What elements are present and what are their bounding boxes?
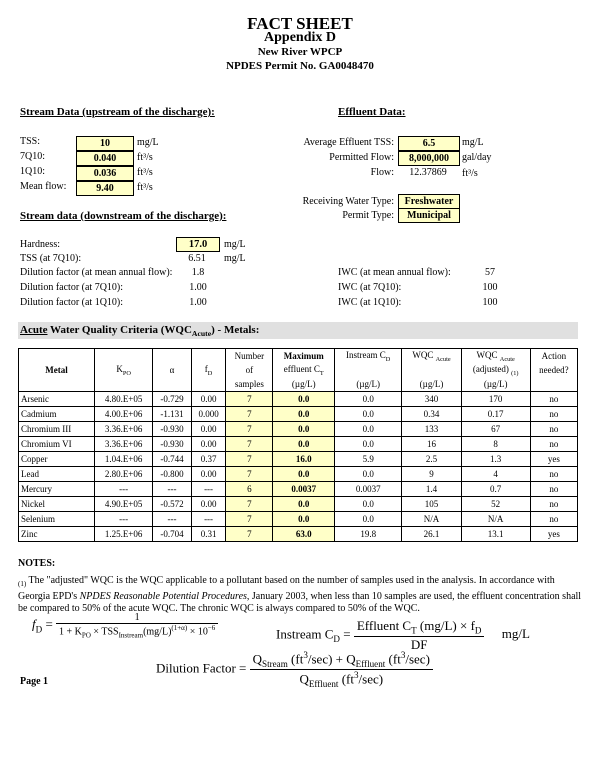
fd-cell: 0.000 bbox=[191, 407, 226, 422]
upstream-meanflow-label: Mean flow: bbox=[20, 181, 67, 192]
max-effluent-cell[interactable]: 16.0 bbox=[273, 452, 335, 467]
alpha-cell: -1.131 bbox=[153, 407, 192, 422]
instream-cell: 0.0037 bbox=[335, 482, 402, 497]
wqc-cell: 9 bbox=[402, 467, 461, 482]
alpha-cell: -0.744 bbox=[153, 452, 192, 467]
col-fd: $f_D$ bbox=[191, 349, 226, 392]
col-adj-3: (µg/L) bbox=[461, 377, 530, 392]
kpo-cell: 2.80.E+06 bbox=[95, 467, 153, 482]
upstream-meanflow-unit: ft³/s bbox=[137, 182, 153, 193]
alpha-cell: -0.572 bbox=[153, 497, 192, 512]
wqc-cell: 1.4 bbox=[402, 482, 461, 497]
fd-cell: 0.37 bbox=[191, 452, 226, 467]
col-adj-1: WQC $_{Acute}$ bbox=[461, 349, 530, 364]
samples-cell[interactable]: 7 bbox=[226, 527, 273, 542]
hardness-value[interactable]: 17.0 bbox=[176, 237, 220, 252]
dilution-mean-label: Dilution factor (at mean annual flow): bbox=[20, 267, 173, 278]
effluent-tss-label: Average Effluent TSS: bbox=[303, 137, 394, 148]
table-row bbox=[19, 422, 578, 437]
alpha-cell: -0.930 bbox=[153, 437, 192, 452]
wqc-adjusted-cell: N/A bbox=[461, 512, 530, 527]
iwc-mean-value: 57 bbox=[485, 267, 495, 278]
metal-cell: Copper bbox=[19, 452, 95, 467]
max-effluent-cell[interactable]: 63.0 bbox=[273, 527, 335, 542]
wqc-cell: 2.5 bbox=[402, 452, 461, 467]
page-number: Page 1 bbox=[20, 676, 49, 687]
samples-cell[interactable]: 7 bbox=[226, 497, 273, 512]
instream-cell: 0.0 bbox=[335, 407, 402, 422]
effluent-permitted-flow-unit: gal/day bbox=[462, 152, 492, 163]
action-cell: no bbox=[530, 437, 577, 452]
col-action-1: Action bbox=[530, 349, 577, 364]
wqc-adjusted-cell: 67 bbox=[461, 422, 530, 437]
col-instream-1: Instream $C_D$ bbox=[335, 349, 402, 364]
facility-name: New River WPCP bbox=[257, 46, 343, 58]
fd-cell: 0.00 bbox=[191, 497, 226, 512]
action-cell: no bbox=[530, 512, 577, 527]
effluent-tss-value[interactable]: 6.5 bbox=[398, 136, 460, 151]
kpo-cell: 1.04.E+06 bbox=[95, 452, 153, 467]
samples-cell[interactable]: 7 bbox=[226, 452, 273, 467]
dilution-equation: Dilution Factor = $\frac{Q_{Stream} (ft^3/\sec) + Q_{Effluent} (ft^3/\sec)}{Q_{Effluent} (ft^3/\sec)}$ bbox=[156, 650, 433, 689]
dilution-1q10-value: 1.00 bbox=[189, 297, 207, 308]
acute-heading: Acute Water Quality Criteria $(WQC_{Acute})$ - Metals: bbox=[20, 324, 260, 339]
cd-equation: Instream $C_D$ = $\frac{Effluent C_T (mg/L) \times f_D}{DF}$ mg/L bbox=[276, 618, 530, 652]
iwc-1q10-value: 100 bbox=[482, 297, 498, 308]
alpha-cell: -0.729 bbox=[153, 392, 192, 407]
tss-7q10-value: 6.51 bbox=[188, 253, 206, 264]
fd-cell: 0.00 bbox=[191, 392, 226, 407]
upstream-heading: Stream Data (upstream of the discharge): bbox=[20, 106, 215, 118]
col-wqc-3: (µg/L) bbox=[402, 377, 461, 392]
upstream-7q10-label: 7Q10: bbox=[20, 151, 45, 162]
samples-cell[interactable]: 7 bbox=[226, 422, 273, 437]
kpo-cell: 3.36.E+06 bbox=[95, 437, 153, 452]
upstream-meanflow-value[interactable]: 9.40 bbox=[76, 181, 134, 196]
effluent-heading: Effluent Data: bbox=[338, 106, 406, 118]
kpo-cell: 4.90.E+05 bbox=[95, 497, 153, 512]
kpo-cell: 4.00.E+06 bbox=[95, 407, 153, 422]
kpo-cell: --- bbox=[95, 512, 153, 527]
doc-title: FACT SHEET bbox=[247, 14, 353, 33]
receiving-water-value[interactable]: Freshwater bbox=[398, 194, 460, 209]
notes-heading: NOTES: bbox=[18, 558, 56, 569]
col-max-2: effluent $C_T$ bbox=[273, 363, 335, 377]
effluent-flow-label: Flow: bbox=[370, 167, 394, 178]
upstream-tss-value[interactable]: 10 bbox=[76, 136, 134, 151]
action-cell: no bbox=[530, 482, 577, 497]
wqc-cell: 26.1 bbox=[402, 527, 461, 542]
alpha-cell: -0.800 bbox=[153, 467, 192, 482]
action-cell: no bbox=[530, 467, 577, 482]
metal-cell: Zinc bbox=[19, 527, 95, 542]
wqc-adjusted-cell: 4 bbox=[461, 467, 530, 482]
effluent-tss-unit: mg/L bbox=[462, 137, 484, 148]
instream-cell: 0.0 bbox=[335, 437, 402, 452]
notes-text: $_{(1)}$ The "adjusted" WQC is the WQC applicable to a pollutant based on the number of samples used in the analysis. In accordance with Georgia EPD's NPDES Reasonable Potential Procedures, January 2003, when less than 10 samples are used, the effluent concentration shall be compared to 50% of the acute WQC. The chronic WQC is always compared to 50% of the WQC. bbox=[18, 575, 582, 614]
table-row bbox=[19, 467, 578, 482]
col-number-3: samples bbox=[226, 377, 273, 392]
action-cell: yes bbox=[530, 452, 577, 467]
upstream-7q10-value[interactable]: 0.040 bbox=[76, 151, 134, 166]
alpha-cell: --- bbox=[153, 512, 192, 527]
dilution-mean-value: 1.8 bbox=[191, 267, 205, 278]
kpo-cell: 4.80.E+05 bbox=[95, 392, 153, 407]
max-effluent-cell[interactable]: 0.0 bbox=[273, 407, 335, 422]
table-row bbox=[19, 407, 578, 422]
iwc-1q10-label: IWC (at 1Q10): bbox=[338, 297, 402, 308]
table-row bbox=[19, 452, 578, 467]
samples-cell[interactable]: 6 bbox=[226, 482, 273, 497]
col-action-3 bbox=[530, 377, 577, 392]
fd-cell: 0.31 bbox=[191, 527, 226, 542]
downstream-heading: Stream data (downstream of the discharge): bbox=[20, 210, 227, 222]
fd-cell: --- bbox=[191, 482, 226, 497]
max-effluent-cell[interactable]: 0.0 bbox=[273, 512, 335, 527]
tss-7q10-label: TSS (at 7Q10): bbox=[20, 253, 82, 264]
instream-cell: 0.0 bbox=[335, 392, 402, 407]
effluent-flow-unit: ft³/s bbox=[462, 168, 478, 179]
permit-type-label: Permit Type: bbox=[342, 210, 394, 221]
table-row bbox=[19, 437, 578, 452]
upstream-1q10-value[interactable]: 0.036 bbox=[76, 166, 134, 181]
effluent-permitted-flow-value[interactable]: 8,000,000 bbox=[398, 151, 460, 166]
metal-cell: Mercury bbox=[19, 482, 95, 497]
upstream-tss-unit: mg/L bbox=[137, 137, 159, 148]
metal-cell: Nickel bbox=[19, 497, 95, 512]
col-action-2: needed? bbox=[530, 363, 577, 377]
col-metal: Metal bbox=[19, 349, 95, 392]
max-effluent-cell[interactable]: 0.0 bbox=[273, 422, 335, 437]
dilution-7q10-value: 1.00 bbox=[189, 282, 207, 293]
metal-cell: Selenium bbox=[19, 512, 95, 527]
alpha-cell: -0.930 bbox=[153, 422, 192, 437]
instream-cell: 19.8 bbox=[335, 527, 402, 542]
effluent-permitted-flow-label: Permitted Flow: bbox=[329, 152, 394, 163]
metal-cell: Cadmium bbox=[19, 407, 95, 422]
wqc-cell: 340 bbox=[402, 392, 461, 407]
permit-type-value[interactable]: Municipal bbox=[398, 208, 460, 223]
iwc-7q10-value: 100 bbox=[482, 282, 498, 293]
wqc-cell: 16 bbox=[402, 437, 461, 452]
iwc-mean-label: IWC (at mean annual flow): bbox=[338, 267, 451, 278]
samples-cell[interactable]: 7 bbox=[226, 407, 273, 422]
samples-cell[interactable]: 7 bbox=[226, 512, 273, 527]
appendix-label: Appendix D bbox=[264, 30, 336, 45]
acute-criteria-table bbox=[18, 348, 578, 542]
hardness-label: Hardness: bbox=[20, 239, 60, 250]
wqc-adjusted-cell: 52 bbox=[461, 497, 530, 512]
dilution-7q10-label: Dilution factor (at 7Q10): bbox=[20, 282, 124, 293]
wqc-cell: 105 bbox=[402, 497, 461, 512]
instream-cell: 5.9 bbox=[335, 452, 402, 467]
col-alpha: α bbox=[153, 349, 192, 392]
col-max-3: (µg/L) bbox=[273, 377, 335, 392]
fd-cell: 0.00 bbox=[191, 467, 226, 482]
col-number-2: of bbox=[226, 363, 273, 377]
dilution-1q10-label: Dilution factor (at 1Q10): bbox=[20, 297, 124, 308]
metal-cell: Chromium III bbox=[19, 422, 95, 437]
iwc-7q10-label: IWC (at 7Q10): bbox=[338, 282, 402, 293]
fd-cell: 0.00 bbox=[191, 437, 226, 452]
col-instream-2 bbox=[335, 363, 402, 377]
wqc-cell: N/A bbox=[402, 512, 461, 527]
wqc-adjusted-cell: 1.3 bbox=[461, 452, 530, 467]
alpha-cell: --- bbox=[153, 482, 192, 497]
wqc-adjusted-cell: 13.1 bbox=[461, 527, 530, 542]
samples-cell[interactable]: 7 bbox=[226, 467, 273, 482]
alpha-cell: -0.704 bbox=[153, 527, 192, 542]
col-instream-3: (µg/L) bbox=[335, 377, 402, 392]
col-wqc-2 bbox=[402, 363, 461, 377]
table-row bbox=[19, 392, 578, 407]
instream-cell: 0.0 bbox=[335, 422, 402, 437]
upstream-tss-label: TSS: bbox=[20, 136, 41, 147]
max-effluent-cell[interactable]: 0.0 bbox=[273, 467, 335, 482]
action-cell: yes bbox=[530, 527, 577, 542]
kpo-cell: 3.36.E+06 bbox=[95, 422, 153, 437]
receiving-water-label: Receiving Water Type: bbox=[302, 196, 394, 207]
max-effluent-cell[interactable]: 0.0 bbox=[273, 437, 335, 452]
table-row bbox=[19, 482, 578, 497]
wqc-cell: 133 bbox=[402, 422, 461, 437]
upstream-1q10-label: 1Q10: bbox=[20, 166, 45, 177]
table-row bbox=[19, 497, 578, 512]
wqc-adjusted-cell: 8 bbox=[461, 437, 530, 452]
upstream-7q10-unit: ft³/s bbox=[137, 152, 153, 163]
wqc-adjusted-cell: 170 bbox=[461, 392, 530, 407]
max-effluent-cell[interactable]: 0.0 bbox=[273, 392, 335, 407]
hardness-unit: mg/L bbox=[224, 239, 246, 250]
samples-cell[interactable]: 7 bbox=[226, 392, 273, 407]
instream-cell: 0.0 bbox=[335, 512, 402, 527]
action-cell: no bbox=[530, 497, 577, 512]
fd-equation: $f_D$ = $\frac{1}{1 + K_{PO} \times TSS_{Instream}(mg/L)^{(1+\alpha)} \times 10^{-6}}$ bbox=[32, 612, 218, 639]
action-cell: no bbox=[530, 422, 577, 437]
effluent-flow-value: 12.37869 bbox=[409, 167, 447, 178]
max-effluent-cell[interactable]: 0.0037 bbox=[273, 482, 335, 497]
kpo-cell: --- bbox=[95, 482, 153, 497]
fd-cell: --- bbox=[191, 512, 226, 527]
instream-cell: 0.0 bbox=[335, 467, 402, 482]
kpo-cell: 1.25.E+06 bbox=[95, 527, 153, 542]
metal-cell: Lead bbox=[19, 467, 95, 482]
tss-7q10-unit: mg/L bbox=[224, 253, 246, 264]
col-kpo: $K_{PO}$ bbox=[95, 349, 153, 392]
wqc-cell: 0.34 bbox=[402, 407, 461, 422]
col-wqc-1: WQC $_{Acute}$ bbox=[402, 349, 461, 364]
metal-cell: Arsenic bbox=[19, 392, 95, 407]
permit-number: NPDES Permit No. GA0048470 bbox=[226, 60, 374, 72]
fd-cell: 0.00 bbox=[191, 422, 226, 437]
action-cell: no bbox=[530, 392, 577, 407]
max-effluent-cell[interactable]: 0.0 bbox=[273, 497, 335, 512]
col-number-1: Number bbox=[226, 349, 273, 364]
action-cell: no bbox=[530, 407, 577, 422]
samples-cell[interactable]: 7 bbox=[226, 437, 273, 452]
table-row bbox=[19, 512, 578, 527]
upstream-1q10-unit: ft³/s bbox=[137, 167, 153, 178]
col-adj-2: (adjusted) $_{(1)}$ bbox=[461, 363, 530, 377]
wqc-adjusted-cell: 0.7 bbox=[461, 482, 530, 497]
instream-cell: 0.0 bbox=[335, 497, 402, 512]
table-row bbox=[19, 527, 578, 542]
metal-cell: Chromium VI bbox=[19, 437, 95, 452]
wqc-adjusted-cell: 0.17 bbox=[461, 407, 530, 422]
col-max-1: Maximum bbox=[273, 349, 335, 364]
